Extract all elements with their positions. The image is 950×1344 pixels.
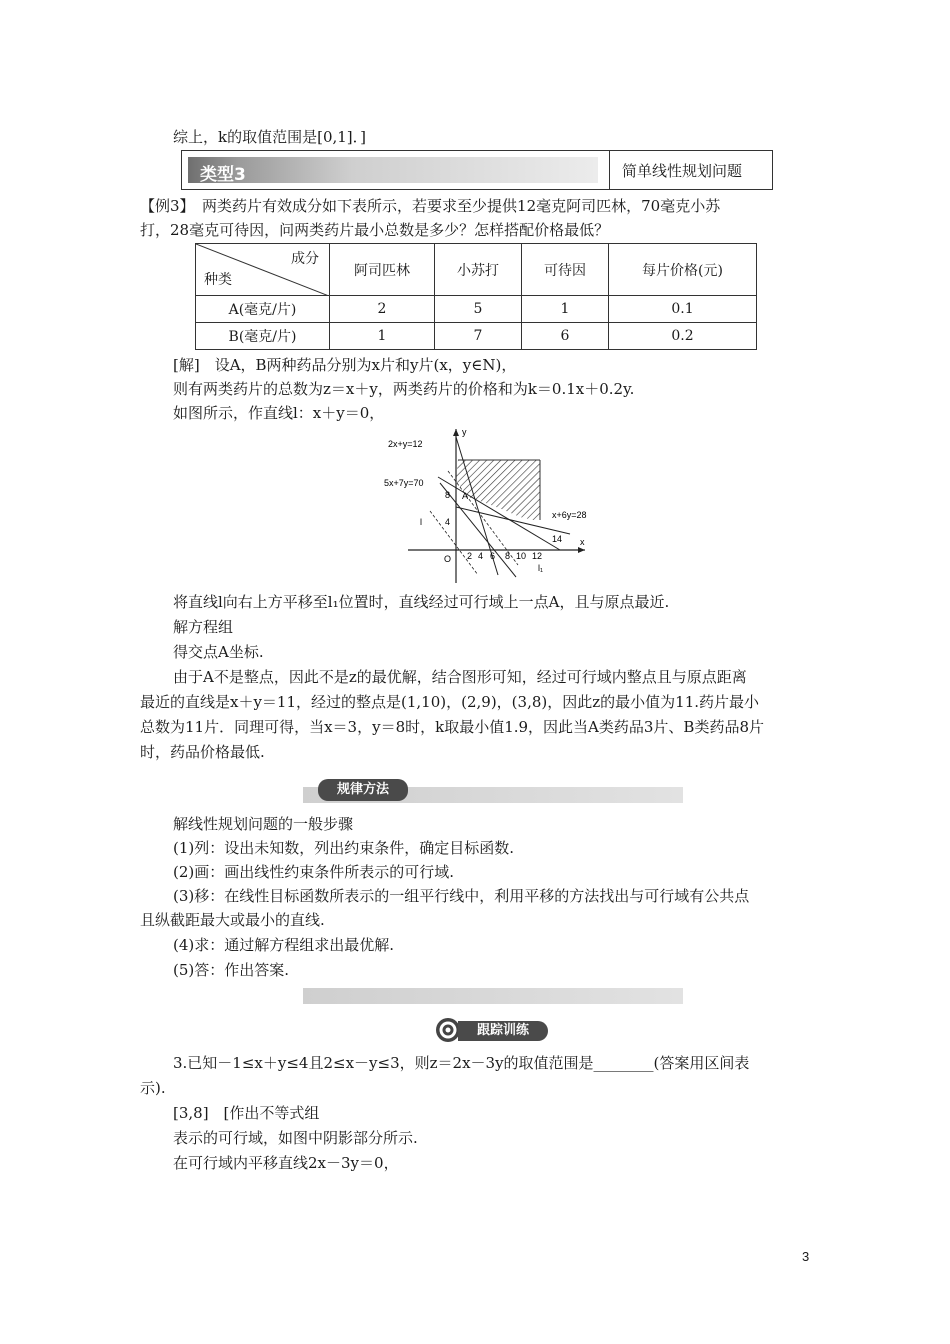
y-axis-label: y [462,427,467,437]
type-title: 简单线性规划问题 [622,162,743,180]
question-line-1: 3.已知－1≤x＋y≤4且2≤x－y≤3，则z＝2x－3y的取值范围是________(答案用区间表 [173,1054,750,1072]
example-line-1: 【例3】 两类药片有效成分如下表所示，若要求至少提供12毫克阿司匹林，70毫克小苏 [140,197,721,215]
corner-bottom-label: 种类 [204,272,232,288]
row-name: B(毫克/片) [196,323,330,350]
shaded-region [456,460,540,520]
table-cell: 1 [522,296,609,323]
practice-banner-title: 跟踪训练 [458,1021,548,1041]
para-line-3: 总数为11片．同理可得，当x＝3，y＝8时，k取最小值1.9，因此当A类药品3片、B类药品8片 [140,718,764,736]
x-tick-10: 10 [516,551,527,561]
label-2x-y-12: 2x+y=12 [388,439,423,449]
after-line-1: 将直线l向右上方平移至l₁位置时，直线经过可行域上一点A，且与原点最近. [173,593,670,611]
table-cell: 6 [522,323,609,350]
y-tick-4: 4 [445,517,451,527]
type-tag: 类型3 [200,165,246,185]
table-row [196,323,757,350]
page-number: 3 [802,1249,810,1264]
header-cell: 小苏打 [435,244,522,296]
step-3b: 且纵截距最大或最小的直线. [140,911,325,929]
answer-line-3: 在可行域内平移直线2x－3y＝0， [173,1154,399,1172]
step-4: (4)求：通过解方程组求出最优解. [173,936,395,954]
table-cell: 7 [435,323,522,350]
y-tick-8: 8 [445,490,451,500]
after-line-3: 得交点A坐标. [173,643,264,661]
question-line-2: 示). [140,1079,166,1097]
para-line-4: 时，药品价格最低. [140,743,265,761]
answer-line-2: 表示的可行域，如图中阴影部分所示. [173,1129,418,1147]
step-3a: (3)移：在线性目标函数所表示的一组平行线中，利用平移的方法找出与可行域有公共点 [173,887,750,905]
para-line-2: 最近的直线是x＋y＝11，经过的整点是(1,10)，(2,9)，(3,8)，因此z的最小值为11.药片最小 [140,693,760,711]
para-line-1: 由于A不是整点，因此不是z的最优解，结合图形可知，经过可行域内整点且与原点距离 [173,668,747,686]
label-14: 14 [552,534,563,544]
x-tick-8: 8 [505,551,511,561]
table-cell: 5 [435,296,522,323]
type-band [188,157,598,183]
table-cell: 1 [330,323,435,350]
example-line-2: 打，28毫克可待因，问两类药片最小总数是多少？怎样搭配价格最低？ [140,221,610,239]
ingredients-table [195,243,757,350]
answer-line-1: [3,8] [作出不等式组 [173,1104,320,1122]
table-row [196,296,757,323]
summary-line: 综上，k的取值范围是[0,1]．] [173,128,367,146]
x-tick-2: 2 [467,551,473,561]
label-l: l [420,517,422,527]
origin-label: O [444,554,452,564]
header-cell: 每片价格(元) [609,244,757,296]
type-header [181,150,773,190]
step-1: (1)列：设出未知数，列出约束条件，确定目标函数. [173,839,515,857]
rules-end-bar [303,988,683,1004]
rules-banner-title: 规律方法 [318,779,408,801]
x-arrow [578,547,585,553]
label-l1: l₁ [538,563,544,573]
x-tick-12: 12 [532,551,543,561]
table-cell: 0.2 [609,323,757,350]
feasible-region-figure [380,425,600,585]
x-tick-6: 6 [490,551,496,561]
type-divider [609,151,610,189]
point-a-label: A [462,491,469,501]
solution-line-2: 则有两类药片的总数为z＝x＋y，两类药片的价格和为k＝0.1x＋0.2y. [173,380,635,398]
after-line-2: 解方程组 [173,618,234,636]
x-axis-label: x [580,537,585,547]
corner-top-label: 成分 [291,251,319,267]
label-x-6y-28: x+6y=28 [552,510,587,520]
header-cell: 可待因 [522,244,609,296]
header-cell: 阿司匹林 [330,244,435,296]
solution-line-3: 如图所示，作直线l：x＋y＝0， [173,404,385,422]
solution-line-1: [解] 设A，B两种药品分别为x片和y片(x，y∈N)， [173,356,517,374]
table-cell: 2 [330,296,435,323]
step-2: (2)画：画出线性约束条件所表示的可行域. [173,863,455,881]
table-cell: 0.1 [609,296,757,323]
corner-cell [196,244,330,296]
x-tick-4: 4 [478,551,484,561]
step-5: (5)答：作出答案. [173,961,290,979]
y-arrow [453,429,459,436]
rule-intro: 解线性规划问题的一般步骤 [173,815,354,833]
label-5x-7y-70: 5x+7y=70 [384,478,424,488]
row-name: A(毫克/片) [196,296,330,323]
